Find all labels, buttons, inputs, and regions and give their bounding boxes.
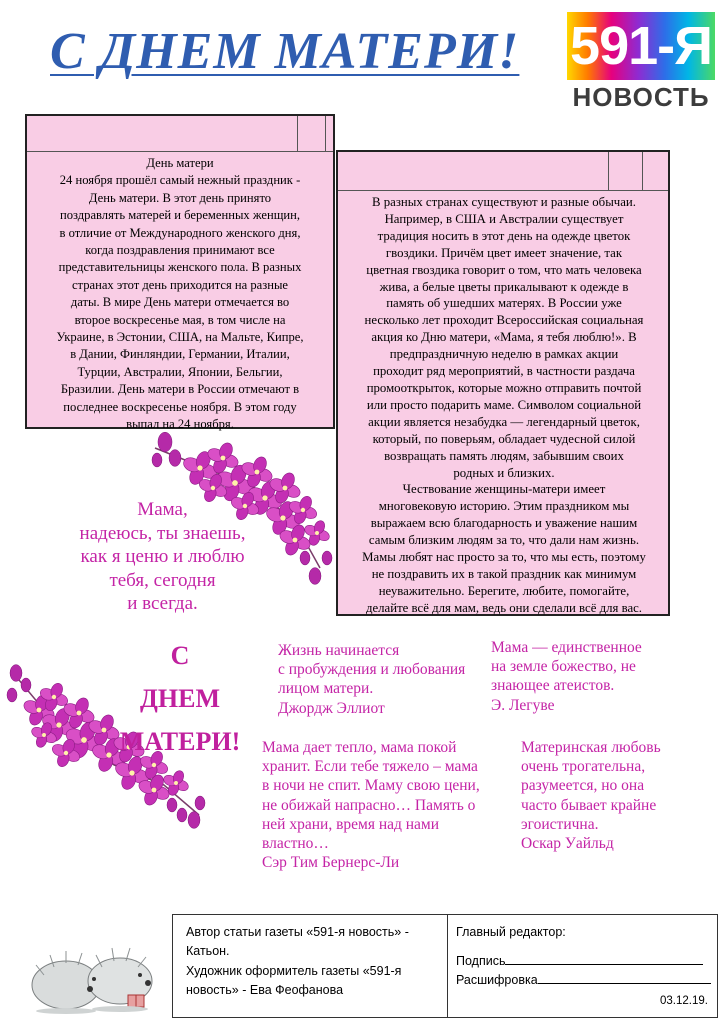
box-2-line: неуважительно. Берегите, любите, помогайте, — [378, 583, 630, 598]
box-2-line: Мамы любят нас просто за то, что мы есть, поэтому — [362, 550, 646, 565]
quote-line: Э. Легуве — [491, 696, 555, 714]
quote-line: Джордж Эллиот — [278, 699, 385, 717]
poem-line: тебя, сегодня — [109, 569, 216, 591]
poem-line: и всегда. — [127, 593, 198, 614]
quote-line: часто бывает крайне — [521, 796, 657, 814]
box-2-line: цветная гвоздика говорит о том, что мать человека — [366, 262, 642, 277]
poem-line: как я ценю и люблю — [80, 546, 245, 567]
quote-line: очень трогательна, — [521, 758, 646, 776]
logo-word: НОВОСТЬ — [572, 82, 710, 112]
quote-line: в ночи не спит. Маму свою цени, — [262, 777, 480, 795]
box-1-line: когда поздравления принимают все — [85, 243, 275, 258]
quote-leguve — [491, 638, 642, 715]
quote-line: разумеется, но она — [521, 777, 645, 795]
box-1-line: Турции, Австралии, Японии, Бельгии, — [77, 364, 283, 379]
decode-label: Расшифровка — [456, 973, 538, 987]
box-2-line: многовековую историю. Этим праздником мы — [378, 499, 630, 514]
box-2-line: традиция носить в этот день на одежде цветок — [377, 228, 631, 243]
quote-line: Мама дает тепло, мама покой — [262, 739, 457, 756]
box-2-line: гвоздики. Причём цвет имеет значение, так — [385, 245, 623, 260]
quote-eliot — [278, 641, 465, 718]
box-2-line: Чествование женщины-матери имеет — [402, 482, 606, 497]
article-box-1 — [25, 114, 335, 432]
quote-berners-lee — [262, 738, 480, 872]
box-2-line: В разных странах существуют и разные обычаи. — [372, 195, 636, 209]
box-2-line: или просто подарить маме. Символом социальной — [366, 397, 642, 412]
box-2-line: несколько лет проходит Всероссийская социальная — [364, 313, 644, 328]
quote-line: Материнская любовь — [521, 739, 661, 756]
box-1-header — [27, 116, 333, 152]
box-2-line: выражаем всю благодарность и уважение нашим — [370, 516, 638, 531]
box-1-text — [33, 155, 327, 434]
box-2-line: проходит ряд мероприятий, в частности раздача — [373, 364, 635, 379]
box-2-line: промооткрыток, которые можно отправить почтой — [366, 380, 642, 395]
box-2-line: родных и близких. — [453, 465, 555, 480]
box-2-text — [342, 194, 666, 617]
box-2-line: предпраздничную неделю в рамках акции — [389, 347, 619, 362]
artist-credit-2: новость» - Ева Феофанова — [186, 983, 344, 997]
box-2-line: жива, а белые цветы прикалывают к одежде в — [379, 279, 629, 294]
quote-line: на земле божество, не — [491, 658, 636, 676]
greeting-line: С — [170, 641, 190, 670]
quote-line: Мама — единственное — [491, 639, 642, 656]
box-1-line: последнее воскресенье ноября. В этом году — [63, 399, 297, 414]
box-2-line: не поздравить их в такой праздник как минимум — [371, 566, 637, 581]
article-box-2 — [336, 150, 670, 616]
box-2-line: Например, в США и Австралии существует — [384, 211, 624, 226]
poem-line: Мама, — [137, 499, 188, 520]
quote-line: ней храни, время над нами — [262, 815, 440, 833]
quote-line: знающее атеистов. — [491, 677, 615, 695]
box-2-line: акции является незабудка — легендарный цветок, — [368, 414, 640, 429]
greeting-line: ДНЕМ — [140, 684, 220, 713]
quote-wilde — [521, 738, 661, 853]
poem-line: надеюсь, ты знаешь, — [79, 522, 246, 544]
artist-credit-1: Художник оформитель газеты «591-я — [186, 964, 402, 978]
box-2-line: акция ко Дню матери, «Мама, я тебя люблю!». В — [371, 330, 637, 345]
quote-line: Сэр Тим Бернерс-Ли — [262, 854, 400, 872]
box-1-line: второе воскресенье мая, в том числе на — [74, 312, 286, 327]
box-1-line: в отличие от Международного женского дня, — [59, 225, 301, 240]
quote-line: Жизнь начинается — [278, 642, 400, 659]
box-2-line: который, по поверьям, обладает чудесной силой — [372, 431, 636, 446]
author-credit-2: Катьон. — [186, 944, 230, 958]
box-2-line: память об ушедших матерях. В России уже — [386, 296, 622, 311]
author-credit-1: Автор статьи газеты «591-я новость» - — [186, 925, 409, 939]
issue-date: 03.12.19. — [660, 995, 708, 1007]
signature-line — [456, 952, 703, 968]
hedgehogs-illustration — [24, 935, 166, 1015]
box-1-line: Бразилии. День матери в России отмечают в — [60, 382, 300, 397]
quote-line: эгоистична. — [521, 815, 599, 833]
box-2-header — [338, 152, 668, 191]
box-1-line: День матери. В этот день принято — [88, 190, 272, 205]
box-1-line: поздравлять матерей и беременных женщин, — [59, 208, 301, 223]
box-1-line: 24 ноября прошёл самый нежный праздник - — [59, 173, 301, 188]
newspaper-logo — [567, 12, 715, 112]
box-2-line: делайте всё для мам, ведь они сделали всё для вас. — [365, 600, 642, 615]
box-1-line: странах этот день приходится на разные — [71, 277, 289, 292]
decode-line — [456, 971, 711, 987]
page-title: С ДНЕМ МАТЕРИ! — [50, 23, 520, 80]
box-1-line: даты. В мире День матери отмечается во — [70, 295, 290, 310]
signature-label: Подпись — [456, 954, 506, 968]
quote-line: с пробуждения и любования — [278, 661, 466, 679]
box-1-line: Украине, в Эстонии, США, на Мальте, Кипре, — [56, 330, 304, 345]
quote-line: властно… — [262, 835, 329, 853]
poem-text — [60, 498, 265, 616]
box-1-heading: День матери — [146, 156, 214, 170]
quote-line: лицом матери. — [278, 680, 374, 698]
box-1-line: представительницы женского пола. В разных — [58, 260, 302, 275]
box-1-line: выпал на 24 ноября. — [126, 417, 234, 432]
box-2-line: самым близким людям за то, что дали нам жизнь. — [368, 533, 640, 548]
credits-box — [172, 914, 718, 1018]
quote-line: Оскар Уайльд — [521, 835, 614, 853]
quote-line: хранит. Если тебе тяжело – мама — [262, 758, 478, 776]
logo-number: 591-Я — [567, 12, 715, 80]
quote-line: не обижай напрасно… Память о — [262, 796, 476, 814]
greeting-line: МАТЕРИ! — [119, 727, 241, 756]
box-1-line: в Дании, Финляндии, Германии, Италии, — [70, 347, 290, 362]
box-2-line: возвращать память людям, забывшим своих — [384, 448, 624, 463]
editor-label: Главный редактор: — [456, 925, 566, 939]
greeting-text — [110, 634, 250, 763]
